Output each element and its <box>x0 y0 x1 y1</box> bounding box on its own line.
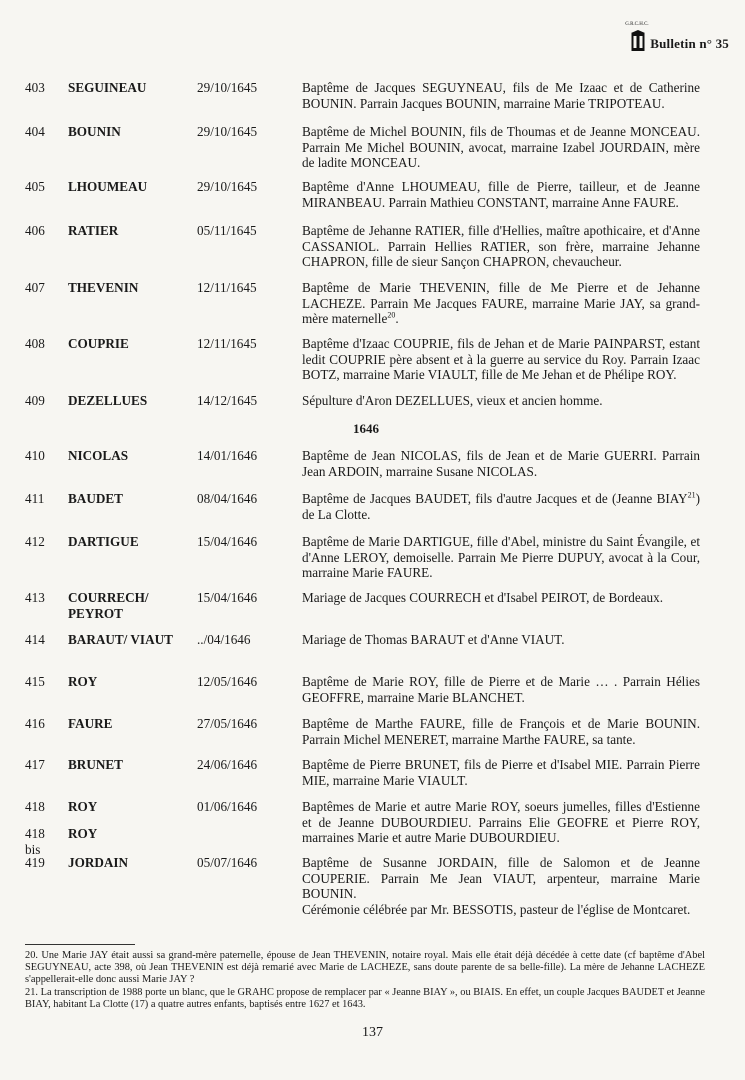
entry-number: 413 <box>25 590 45 605</box>
entry-surname: BRUNET <box>68 757 123 772</box>
entry-date: 08/04/1646 <box>197 491 258 506</box>
entry-date: 01/06/1646 <box>197 799 258 814</box>
logo-text: G.R.C.H.C. <box>625 22 649 27</box>
entry-number: 409 <box>25 393 45 408</box>
entry-surname: NICOLAS <box>68 448 129 463</box>
footnote-20: 20. Une Marie JAY était aussi sa grand-mère paternelle, épouse de Jean THEVENIN, notaire royal. Mais elle était déjà décédée à cette date (cf baptême d'Abel SEGUYNEAU, acte 398, où Jean THEVENIN est déjà remarié avec Marie de LACHEZE, sans doute parente de sa belle-fille). La mère de Jehanne LACHEZE s'appellerait-elle donc aussi Marie JAY ? <box>25 950 705 986</box>
entry-surname: ROY <box>68 674 98 689</box>
entry-number: 412 <box>25 534 45 549</box>
entry-surname: DARTIGUE <box>68 534 139 549</box>
entry-description: Baptême de Marthe FAURE, fille de François et de Marie BOUNIN. Parrain Michel MENERET, marraine Marthe FAURE, sa tante. <box>302 716 700 747</box>
entry-surname: COUPRIE <box>68 336 129 351</box>
entry-surname: COURRECH/ PEYROT <box>68 590 149 621</box>
entry-number: 403 <box>25 80 45 95</box>
society-logo <box>625 22 649 52</box>
entry-number: 405 <box>25 179 45 194</box>
entry-surname: ROY <box>68 826 98 841</box>
entry-date: ../04/1646 <box>197 632 251 647</box>
entry-surname: FAURE <box>68 716 113 731</box>
entry-ceremony-note: Cérémonie célébrée par Mr. BESSOTIS, pasteur de l'église de Montcaret. <box>302 901 691 917</box>
entry-date: 15/04/1646 <box>197 590 258 605</box>
entry-description: Baptême de Pierre BRUNET, fils de Pierre et d'Isabel MIE. Parrain Pierre MIE, marraine Marie VIAULT. <box>302 757 700 788</box>
emblem-icon <box>631 30 645 52</box>
entry-description: Baptême d'Izaac COUPRIE, fils de Jehan et de Marie PAINPARST, estant ledit COUPRIE père absent et à la guerre au service du Roy. Parrain Izaac BOTZ, marraine Marie VIAULT, fille de Me Jehan et de Phélipe ROY. <box>302 336 700 383</box>
entry-number: 418 bis <box>25 826 45 857</box>
entry-date: 29/10/1645 <box>197 179 258 194</box>
entry-number: 411 <box>25 491 45 506</box>
entry-description-text: Baptême de Susanne JORDAIN, fille de Salomon et de Jeanne COUPERIE. Parrain Me Jean VIAUT, arpenteur, marraine Marie BOUNIN. <box>302 855 700 902</box>
entry-date: 14/01/1646 <box>197 448 258 463</box>
entry-date: 24/06/1646 <box>197 757 258 772</box>
entry-description: Baptême de Marie DARTIGUE, fille d'Abel, ministre du Saint Évangile, et d'Anne LEROY, demoiselle. Parrain Me Pierre DUPUY, avocat à la Cour, marraine Marie FAURE. <box>302 534 700 581</box>
entry-description: Sépulture d'Aron DEZELLUES, vieux et ancien homme. <box>302 393 603 408</box>
entry-description: Mariage de Jacques COURRECH et d'Isabel PEIROT, de Bordeaux. <box>302 590 664 605</box>
entry-number: 407 <box>25 280 45 295</box>
entry-number: 406 <box>25 223 45 238</box>
footnote-21: 21. La transcription de 1988 porte un blanc, que le GRAHC propose de remplacer par « Jeanne BIAY », ou BIAIS. En effet, un couple Jacques BAUDET et Jeanne BIAY, habitant La Clotte (17) a quatre autres enfants, baptisés entre 1627 et 1643. <box>25 986 705 1010</box>
entry-number: 419 <box>25 855 45 870</box>
entry-number: 417 <box>25 757 45 772</box>
entry-description-text: Baptême de Marie THEVENIN, fille de Me Pierre et de Jehanne LACHEZE. Parrain Me Jacques FAURE, marraine Marie JAY, sa grand-mère maternelle <box>302 280 700 327</box>
entry-description: Baptême d'Anne LHOUMEAU, fille de Pierre, tailleur, et de Jeanne MIRANBEAU. Parrain Mathieu CONSTANT, marraine Anne FAURE. <box>302 179 700 210</box>
entry-surname: DEZELLUES <box>68 393 148 408</box>
entry-number: 414 <box>25 632 45 647</box>
entry-number: 415 <box>25 674 45 689</box>
entry-surname: BAUDET <box>68 491 123 506</box>
page-header <box>625 22 729 52</box>
entry-number: 410 <box>25 448 45 463</box>
entry-description-end: . <box>395 311 399 327</box>
entry-surname: ROY <box>68 799 98 814</box>
entry-description <box>302 855 700 917</box>
footnote-ref-21[interactable]: 21 <box>687 490 696 500</box>
entry-surname: LHOUMEAU <box>68 179 148 194</box>
entry-description: Baptême de Marie ROY, fille de Pierre et de Marie … . Parrain Hélies GEOFFRE, marraine Marie BLANCHET. <box>302 674 700 705</box>
entry-number: 404 <box>25 124 45 139</box>
entry-description-end: ) de La Clotte. <box>302 491 700 522</box>
entry-surname: THEVENIN <box>68 280 139 295</box>
entry-date: 27/05/1646 <box>197 716 258 731</box>
entry-number: 418 <box>25 799 45 814</box>
entry-date: 14/12/1645 <box>197 393 258 408</box>
footnotes <box>25 950 705 1011</box>
entry-description: Baptêmes de Marie et autre Marie ROY, soeurs jumelles, filles d'Estienne et de Jeanne DUBOURDIEU. Parrains Elie GEOFRE et Pierre ROY, marraines Marie et autre Marie DUBOURDIEU. <box>302 799 700 846</box>
entry-description: Baptême de Jean NICOLAS, fils de Jean et de Marie GUERRI. Parrain Jean ARDOIN, marraine Susane NICOLAS. <box>302 448 700 479</box>
entry-surname: SEGUINEAU <box>68 80 147 95</box>
entry-surname: RATIER <box>68 223 119 238</box>
footnote-divider <box>25 944 135 945</box>
entry-surname: BARAUT/ VIAUT <box>68 632 173 647</box>
entry-number: 408 <box>25 336 45 351</box>
entry-description: Baptême de Jacques SEGUYNEAU, fils de Me Izaac et de Catherine BOUNIN. Parrain Jacques BOUNIN, marraine Marie TRIPOTEAU. <box>302 80 700 111</box>
footnote-ref-20[interactable]: 20 <box>387 310 396 320</box>
entry-date: 12/05/1646 <box>197 674 258 689</box>
year-heading: 1646 <box>353 421 379 436</box>
entry-date: 29/10/1645 <box>197 124 258 139</box>
entry-description: Baptême de Michel BOUNIN, fils de Thoumas et de Jeanne MONCEAU. Parrain Me Michel BOUNIN, avocat, marraine Izabel JOURDAIN, mère de ladite MONCEAU. <box>302 124 700 171</box>
entry-number: 416 <box>25 716 45 731</box>
entry-description: Baptême de Jehanne RATIER, fille d'Hellies, maître apothicaire, et d'Anne CASSANIOL. Parrain Hellies RATIER, son frère, marraine Jehanne CHAPRON, fille de sieur Sançon CHAPRON, chevaucheur. <box>302 223 700 270</box>
bulletin-number: Bulletin n° 35 <box>650 36 729 51</box>
entry-description <box>302 491 700 522</box>
entry-date: 05/11/1645 <box>197 223 257 238</box>
entry-description-text: Baptême de Jacques BAUDET, fils d'autre Jacques et de (Jeanne BIAY <box>302 491 688 506</box>
entry-date: 29/10/1645 <box>197 80 258 95</box>
entry-surname: BOUNIN <box>68 124 121 139</box>
entry-date: 05/07/1646 <box>197 855 258 870</box>
page-number: 137 <box>362 1025 383 1040</box>
entry-date: 12/11/1645 <box>197 336 257 351</box>
entry-description <box>302 280 700 327</box>
entry-date: 15/04/1646 <box>197 534 258 549</box>
entry-description: Mariage de Thomas BARAUT et d'Anne VIAUT. <box>302 632 565 647</box>
entry-surname: JORDAIN <box>68 855 129 870</box>
entry-date: 12/11/1645 <box>197 280 257 295</box>
